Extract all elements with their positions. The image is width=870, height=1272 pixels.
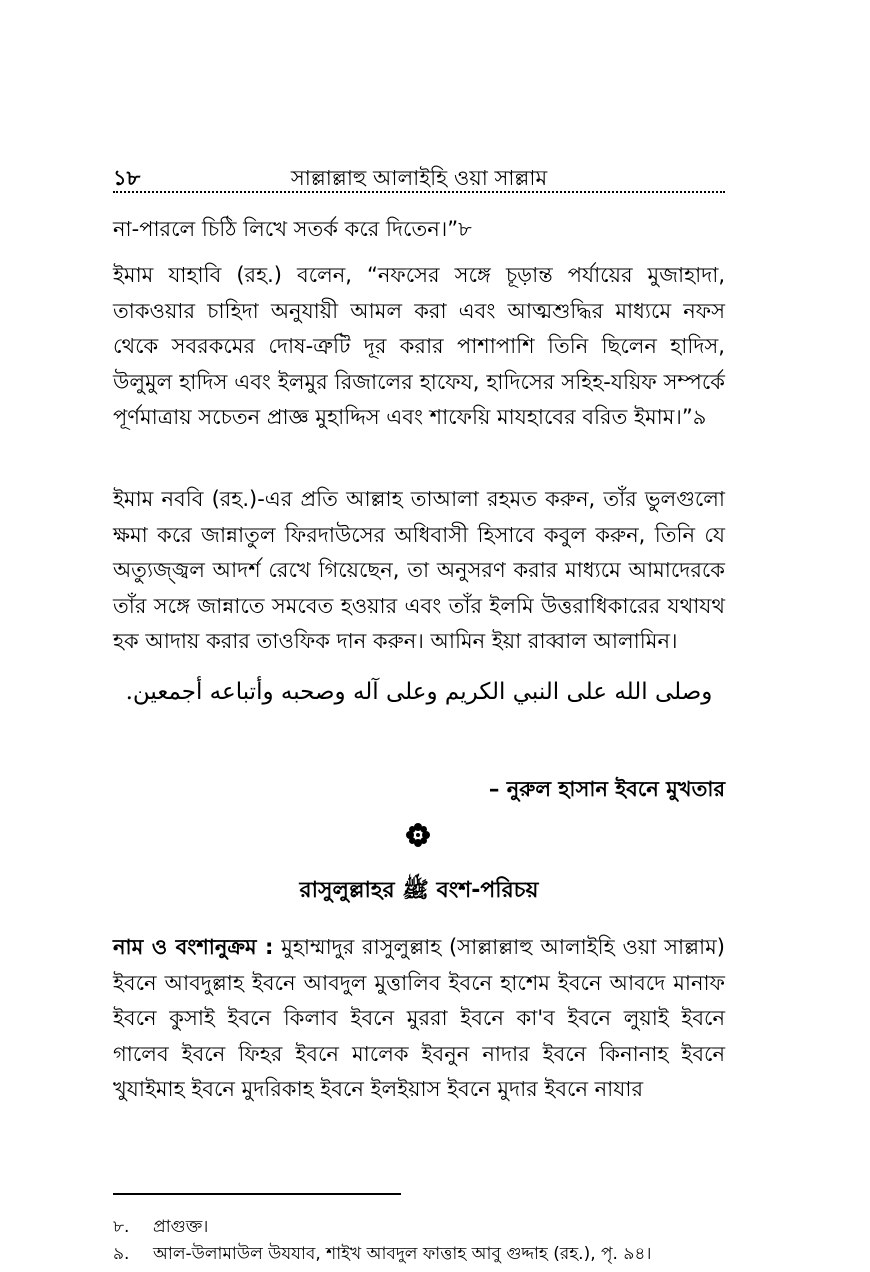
footnote-separator <box>113 1193 401 1195</box>
footnote-9 <box>113 1241 652 1269</box>
paragraph-lineage <box>113 930 725 1108</box>
running-title: সাল্লাল্লাহু আলাইহি ওয়া সাল্লাম <box>290 166 548 190</box>
paragraph-prayer: ইমাম নববি (রহ.)-এর প্রতি আল্লাহ তাআলা রহমত করুন, তাঁর ভুলগুলো ক্ষমা করে জান্নাতুল ফিরদাউসের অধিবাসী হিসাবে কবুল করুন, তিনি যে অত্যুজ্জ্বল আদর্শ রেখে গিয়েছেন, তা অনুসরণ করার মাধ্যমে আমাদেরকে তাঁর সঙ্গে জান্নাতে সমবেত হওয়ার এবং তাঁর ইলমি উত্তরাধিকারের যথাযথ হক আদায় করার তাওফিক দান করুন। আমিন ইয়া রাব্বাল আলামিন। <box>113 487 725 653</box>
footnote-text: আল-উলামাউল উযযাব, শাইখ আবদুল ফাত্তাহ আবু গুদ্দাহ (রহ.), পৃ. ৯৪। <box>153 1244 652 1264</box>
paragraph-continuation: না-পারলে চিঠি লিখে সতর্ক করে দিতেন।”৮ <box>113 217 472 241</box>
footnote-number: ৯. <box>113 1244 130 1264</box>
section-heading: রাসুলুল্লাহর ﷺ বংশ-পরিচয় <box>299 878 539 903</box>
page-number: ১৮ <box>113 166 141 190</box>
author-signature: – নুরুল হাসান ইবনে মুখতার <box>488 777 725 801</box>
footnote-8 <box>113 1214 208 1242</box>
page-header <box>113 160 725 194</box>
lineage-lead-label: নাম ও বংশানুক্রম : <box>113 935 274 959</box>
flower-ornament-icon <box>405 822 431 848</box>
footnote-number: ৮. <box>113 1217 130 1237</box>
footnote-text: প্রাগুক্ত। <box>153 1217 209 1237</box>
paragraph-dhahabi-quote: ইমাম যাহাবি (রহ.) বলেন, “নফসের সঙ্গে চূড়ান্ত পর্যায়ের মুজাহাদা, তাকওয়ার চাহিদা অনুযায়ী আমল করা এবং আত্মশুদ্ধির মাধ্যমে নফস থেকে সবরকমের দোষ-ত্রুটি দূর করার পাশাপাশি তিনি ছিলেন হাদিস, উলুমুল হাদিস এবং ইলমুর রিজালের হাফেয, হাদিসের সহিহ-যয়িফ সম্পর্কে পূর্ণমাত্রায় সচেতন প্রাজ্ঞ মুহাদ্দিস এবং শাফেয়ি মাযহাবের বরিত ইমাম।”৯ <box>113 263 725 429</box>
header-dotted-rule <box>113 191 725 193</box>
lineage-text: মুহাম্মাদুর রাসুলুল্লাহ (সাল্লাল্লাহু আলাইহি ওয়া সাল্লাম) ইবনে আবদুল্লাহ ইবনে আবদুল মুত্তালিব ইবনে হাশেম ইবনে আবদে মানাফ ইবনে কুসাই ইবনে কিলাব ইবনে মুররা ইবনে কা'ব ইবনে লুয়াই ইবনে গালেব ইবনে ফিহর ইবনে মালেক ইবনুন নাদার ইবনে কিনানাহ ইবনে খুযাইমাহ ইবনে মুদরিকাহ ইবনে ইলইয়াস ইবনে মুদার ইবনে নাযার <box>113 935 725 1101</box>
arabic-salutation: وصلى الله على النبي الكريم وعلى آله وصحبه وأتباعه أجمعين. <box>125 679 713 705</box>
